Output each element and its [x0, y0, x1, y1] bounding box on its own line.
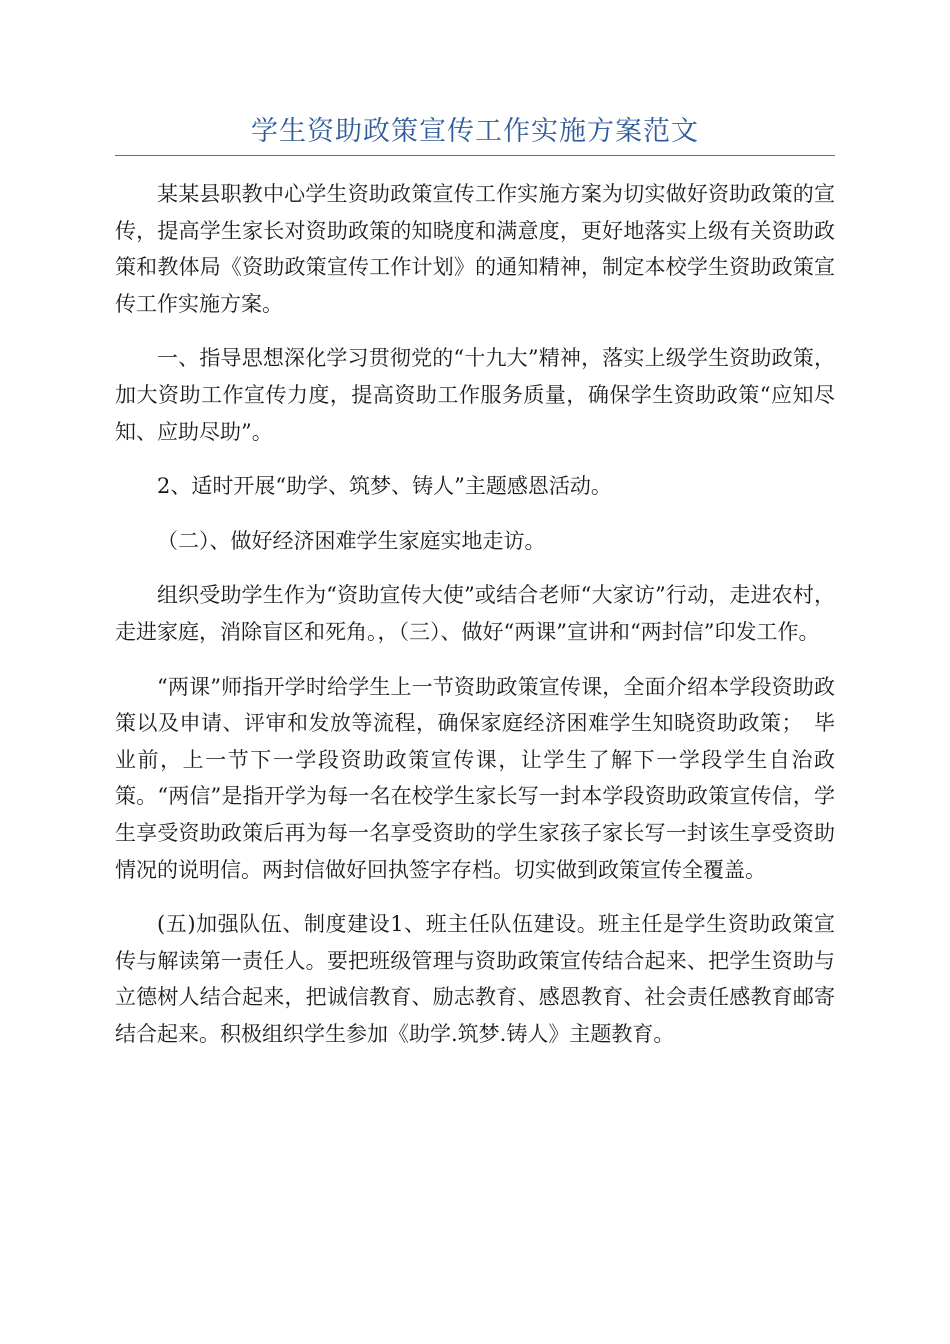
paragraph-guiding-ideology: 一、指导思想深化学习贯彻党的“十九大”精神，落实上级学生资助政策，加大资助工作宣传力度，提高资助工作服务质量，确保学生资助政策“应知尽知、应助尽助”。: [115, 346, 835, 444]
document-title: 学生资助政策宣传工作实施方案范文: [251, 116, 699, 147]
paragraph-two-lessons: “两课”师指开学时给学生上一节资助政策宣传课，全面介绍本学段资助政策以及申请、评审和发放等流程，确保家庭经济困难学生知晓资助政策； 毕业前，上一节下一学段资助政策宣传课，让学生了解下一学段学生自治政策。“两信”是指开学为每一名在校学生家长写一封本学段资助政策宣传信，学生享受资助政策后再为每一名享受资助的学生家孩子家长写一封该生享受资助情况的说明信。两封信做好回执签字存档。切实做到政策宣传全覆盖。: [115, 674, 835, 882]
document-body: [115, 176, 835, 1070]
title-underline: [115, 155, 835, 156]
paragraph-home-visits: （二）、做好经济困难学生家庭实地走访。: [157, 528, 546, 553]
paragraph-ambassadors: 组织受助学生作为“资助宣传大使”或结合老师“大家访”行动，走进农村，走进家庭，消除盲区和死角。，（三）、做好“两课”宣讲和“两封信”印发工作。: [115, 583, 835, 644]
paragraph-gratitude-activity: 2、适时开展“助学、筑梦、铸人”主题感恩活动。: [157, 474, 612, 499]
paragraph-intro: 某某县职教中心学生资助政策宣传工作实施方案为切实做好资助政策的宣传，提高学生家长对资助政策的知晓度和满意度，更好地落实上级有关资助政策和教体局《资助政策宣传工作计划》的通知精神，制定本校学生资助政策宣传工作实施方案。: [115, 182, 835, 316]
paragraph-team-building: (五)加强队伍、制度建设1、班主任队伍建设。班主任是学生资助政策宣传与解读第一责任人。要把班级管理与资助政策宣传结合起来、把学生资助与立德树人结合起来，把诚信教育、励志教育、感恩教育、社会责任感教育邮寄结合起来。积极组织学生参加《助学.筑梦.铸人》主题教育。: [115, 912, 835, 1046]
